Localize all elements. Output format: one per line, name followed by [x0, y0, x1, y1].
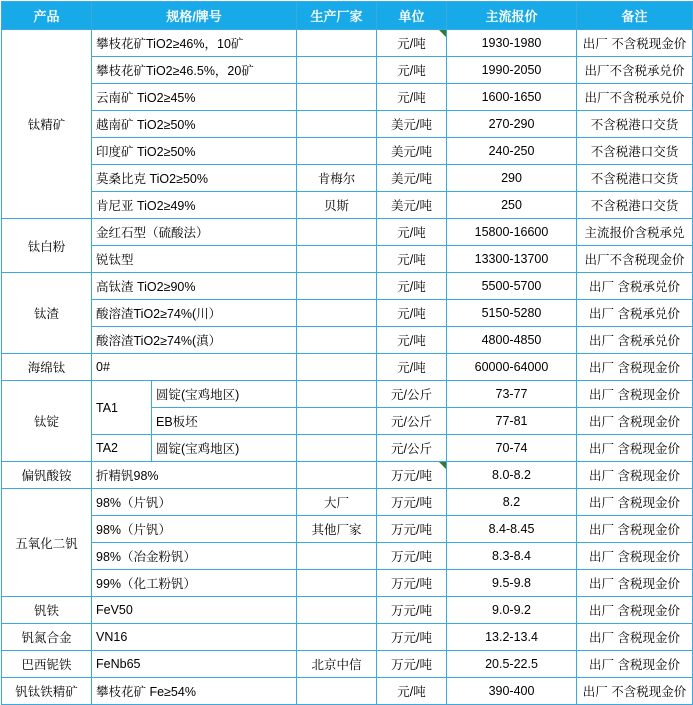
cell-spec: TA1 [92, 381, 152, 435]
cell-unit: 万元/吨 [377, 462, 447, 489]
cell-spec: 锐钛型 [92, 246, 297, 273]
cell-maker [297, 30, 377, 57]
table-row [2, 111, 693, 138]
cell-note: 出厂 含税现金价 [577, 489, 693, 516]
cell-product: 钒钛铁精矿 [2, 678, 92, 705]
cell-spec: 高钛渣 TiO2≥90% [92, 273, 297, 300]
cell-spec: 攀枝花矿TiO2≥46%，10矿 [92, 30, 297, 57]
cell-price: 390-400 [447, 678, 577, 705]
cell-spec: 98%（冶金粉钒） [92, 543, 297, 570]
cell-price: 4800-4850 [447, 327, 577, 354]
cell-price: 9.0-9.2 [447, 597, 577, 624]
cell-price: 13300-13700 [447, 246, 577, 273]
cell-maker [297, 57, 377, 84]
cell-unit: 万元/吨 [377, 543, 447, 570]
cell-maker [297, 246, 377, 273]
cell-unit: 元/吨 [377, 57, 447, 84]
cell-price: 1600-1650 [447, 84, 577, 111]
cell-unit: 元/吨 [377, 327, 447, 354]
cell-unit: 元/吨 [377, 300, 447, 327]
table-row [2, 219, 693, 246]
cell-price: 250 [447, 192, 577, 219]
cell-maker [297, 435, 377, 462]
cell-price: 8.4-8.45 [447, 516, 577, 543]
cell-maker [297, 408, 377, 435]
cell-product: 钒铁 [2, 597, 92, 624]
table-row [2, 651, 693, 678]
table-row [2, 624, 693, 651]
cell-unit: 元/公斤 [377, 381, 447, 408]
cell-unit: 元/吨 [377, 219, 447, 246]
cell-unit: 美元/吨 [377, 192, 447, 219]
cell-spec: 酸溶渣TiO2≥74%(川） [92, 300, 297, 327]
cell-product: 巴西铌铁 [2, 651, 92, 678]
table-row [2, 543, 693, 570]
cell-note: 出厂 含税现金价 [577, 462, 693, 489]
table-row [2, 192, 693, 219]
cell-spec: 98%（片钒） [92, 516, 297, 543]
cell-spec: 折精钒98% [92, 462, 297, 489]
table-body [2, 30, 693, 705]
cell-maker [297, 111, 377, 138]
cell-unit: 万元/吨 [377, 516, 447, 543]
cell-maker [297, 570, 377, 597]
table-row [2, 354, 693, 381]
cell-spec: 肯尼亚 TiO2≥49% [92, 192, 297, 219]
cell-unit: 元/吨 [377, 273, 447, 300]
table-row [2, 327, 693, 354]
cell-price: 5150-5280 [447, 300, 577, 327]
cell-spec: 云南矿 TiO2≥45% [92, 84, 297, 111]
cell-note: 不含税港口交货 [577, 111, 693, 138]
cell-spec: 98%（片钒） [92, 489, 297, 516]
column-header-maker: 生产厂家 [297, 2, 377, 30]
column-header-note: 备注 [577, 2, 693, 30]
cell-note: 出厂 含税现金价 [577, 381, 693, 408]
cell-note: 出厂 含税现金价 [577, 516, 693, 543]
cell-spec: 莫桑比克 TiO2≥50% [92, 165, 297, 192]
column-header-price: 主流报价 [447, 2, 577, 30]
cell-note: 出厂 含税现金价 [577, 543, 693, 570]
cell-note: 出厂 含税现金价 [577, 354, 693, 381]
cell-maker: 贝斯 [297, 192, 377, 219]
cell-price: 270-290 [447, 111, 577, 138]
cell-unit: 元/公斤 [377, 435, 447, 462]
table-header-row [2, 2, 693, 30]
cell-product: 偏钒酸铵 [2, 462, 92, 489]
cell-maker: 北京中信 [297, 651, 377, 678]
cell-note: 出厂 含税现金价 [577, 651, 693, 678]
cell-unit: 万元/吨 [377, 597, 447, 624]
cell-spec: 攀枝花矿TiO2≥46.5%，20矿 [92, 57, 297, 84]
cell-price: 1990-2050 [447, 57, 577, 84]
cell-spec: 攀枝花矿 Fe≥54% [92, 678, 297, 705]
cell-note: 出厂 含税现金价 [577, 570, 693, 597]
cell-note: 出厂 含税承兑价 [577, 273, 693, 300]
cell-unit: 元/吨 [377, 84, 447, 111]
cell-note: 不含税港口交货 [577, 192, 693, 219]
cell-price: 15800-16600 [447, 219, 577, 246]
cell-unit: 万元/吨 [377, 570, 447, 597]
cell-maker [297, 273, 377, 300]
cell-maker [297, 678, 377, 705]
cell-spec: 0# [92, 354, 297, 381]
cell-unit: 元/吨 [377, 30, 447, 57]
cell-product: 钛白粉 [2, 219, 92, 273]
cell-maker [297, 300, 377, 327]
cell-maker [297, 624, 377, 651]
cell-product: 钛精矿 [2, 30, 92, 219]
table-row [2, 246, 693, 273]
cell-maker [297, 381, 377, 408]
cell-note: 不含税港口交货 [577, 165, 693, 192]
cell-spec-detail: EB板坯 [152, 408, 297, 435]
cell-unit: 万元/吨 [377, 651, 447, 678]
cell-product: 钛渣 [2, 273, 92, 354]
table-row [2, 30, 693, 57]
cell-note: 出厂不含税承兑价 [577, 84, 693, 111]
cell-maker [297, 462, 377, 489]
cell-note: 出厂 含税承兑价 [577, 300, 693, 327]
table-row [2, 462, 693, 489]
table-row [2, 435, 693, 462]
cell-maker [297, 543, 377, 570]
cell-note: 出厂 不含税现金价 [577, 678, 693, 705]
cell-price: 8.2 [447, 489, 577, 516]
cell-note: 出厂 含税现金价 [577, 435, 693, 462]
cell-price: 20.5-22.5 [447, 651, 577, 678]
cell-maker [297, 219, 377, 246]
cell-product: 钛锭 [2, 381, 92, 462]
cell-unit: 美元/吨 [377, 111, 447, 138]
table-row [2, 381, 693, 408]
cell-product: 海绵钛 [2, 354, 92, 381]
cell-note: 主流报价含税承兑 [577, 219, 693, 246]
cell-price: 77-81 [447, 408, 577, 435]
cell-unit: 元/吨 [377, 246, 447, 273]
cell-spec: 金红石型（硫酸法） [92, 219, 297, 246]
cell-price: 8.0-8.2 [447, 462, 577, 489]
cell-note: 出厂不含税现金价 [577, 246, 693, 273]
cell-note: 出厂 含税现金价 [577, 408, 693, 435]
cell-spec: TA2 [92, 435, 152, 462]
column-header-product: 产品 [2, 2, 92, 30]
cell-unit: 美元/吨 [377, 165, 447, 192]
cell-maker [297, 597, 377, 624]
cell-maker: 其他厂家 [297, 516, 377, 543]
cell-unit: 美元/吨 [377, 138, 447, 165]
cell-maker [297, 327, 377, 354]
cell-maker: 肯梅尔 [297, 165, 377, 192]
cell-spec: 印度矿 TiO2≥50% [92, 138, 297, 165]
cell-spec: FeV50 [92, 597, 297, 624]
cell-note: 出厂 含税承兑价 [577, 327, 693, 354]
column-header-unit: 单位 [377, 2, 447, 30]
cell-maker [297, 84, 377, 111]
cell-price: 70-74 [447, 435, 577, 462]
cell-spec: 酸溶渣TiO2≥74%(滇） [92, 327, 297, 354]
cell-spec-detail: 圆锭(宝鸡地区) [152, 381, 297, 408]
table-row [2, 165, 693, 192]
cell-price: 73-77 [447, 381, 577, 408]
cell-price: 13.2-13.4 [447, 624, 577, 651]
column-header-spec: 规格/牌号 [92, 2, 297, 30]
table-row [2, 138, 693, 165]
cell-unit: 元/吨 [377, 678, 447, 705]
cell-maker [297, 138, 377, 165]
cell-unit: 元/吨 [377, 354, 447, 381]
cell-spec: FeNb65 [92, 651, 297, 678]
table-row [2, 678, 693, 705]
cell-note: 出厂 不含税现金价 [577, 30, 693, 57]
cell-spec: 99%（化工粉钒） [92, 570, 297, 597]
cell-note: 出厂 含税现金价 [577, 597, 693, 624]
cell-note: 出厂 含税现金价 [577, 624, 693, 651]
cell-price: 240-250 [447, 138, 577, 165]
cell-maker [297, 354, 377, 381]
cell-unit: 元/公斤 [377, 408, 447, 435]
table-row [2, 300, 693, 327]
cell-price: 8.3-8.4 [447, 543, 577, 570]
cell-product: 五氧化二钒 [2, 489, 92, 597]
table-row [2, 57, 693, 84]
cell-spec: VN16 [92, 624, 297, 651]
cell-unit: 万元/吨 [377, 489, 447, 516]
cell-price: 290 [447, 165, 577, 192]
cell-unit: 万元/吨 [377, 624, 447, 651]
cell-note: 不含税港口交货 [577, 138, 693, 165]
cell-spec: 越南矿 TiO2≥50% [92, 111, 297, 138]
cell-price: 60000-64000 [447, 354, 577, 381]
cell-spec-detail: 圆锭(宝鸡地区) [152, 435, 297, 462]
table-row [2, 597, 693, 624]
cell-price: 5500-5700 [447, 273, 577, 300]
cell-product: 钒氮合金 [2, 624, 92, 651]
cell-price: 1930-1980 [447, 30, 577, 57]
cell-price: 9.5-9.8 [447, 570, 577, 597]
table-row [2, 489, 693, 516]
price-table [1, 1, 693, 705]
table-row [2, 273, 693, 300]
table-row [2, 84, 693, 111]
cell-maker: 大厂 [297, 489, 377, 516]
cell-note: 出厂不含税承兑价 [577, 57, 693, 84]
table-row [2, 516, 693, 543]
table-row [2, 570, 693, 597]
